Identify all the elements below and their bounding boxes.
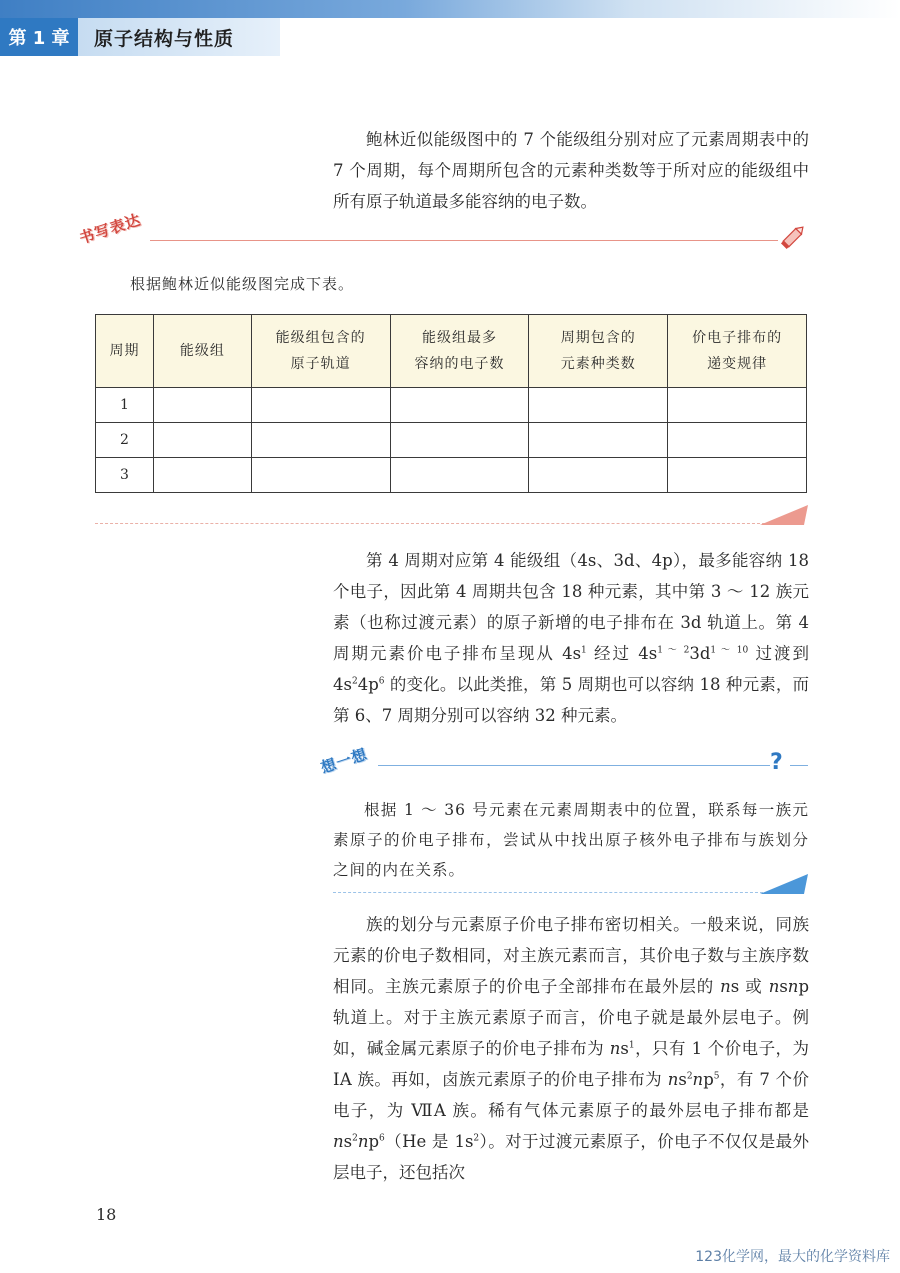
gp-sup-5: 6 [379,1133,385,1144]
gp-italic-2: n [768,977,780,996]
think-badge: 想一想 [318,744,370,777]
gp-italic-6: n [692,1070,704,1089]
p4-sup-2: 1 ～ 2 [657,645,690,656]
p4-text-5: 4p [357,675,379,694]
energy-group-cell[interactable] [153,388,251,423]
chapter-number: 第 1 章 [0,18,78,56]
period-table [95,314,807,493]
valence-trend-cell[interactable] [668,423,807,458]
writing-bottom-rule [95,523,765,524]
group-paragraph [333,909,809,1188]
header-gradient-strip [0,0,900,18]
valence-trend-cell[interactable] [668,388,807,423]
element-count-cell[interactable] [529,388,668,423]
gp-italic-8: n [357,1132,369,1151]
think-arrow-icon [760,870,808,896]
writing-arrow-icon [760,501,808,527]
gp-text-1: 族的划分与元素原子价电子排布密切相关。一般来说，同族元素的价电子数相同，对主族元素而言，其价电子数与主族序数相同。主族元素原子的价电子全部排布在最外层的 [333,915,809,996]
header-period [96,315,154,388]
header-element-count-line2: 元素种类数 [560,356,636,372]
chapter-title: 原子结构与性质 [78,18,280,56]
orbitals-cell[interactable] [251,388,390,423]
table-row [96,388,807,423]
header-max-electrons [390,315,529,388]
element-count-cell[interactable] [529,423,668,458]
think-top-rule [378,765,770,766]
header-max-electrons-line1: 能级组最多 [421,330,497,346]
chapter-header [0,18,280,56]
period-cell: 1 [96,388,154,423]
watermark-text: 123化学网，最大的化学资料库 [695,1249,890,1265]
p4-sup-5: 6 [378,676,385,687]
element-count-cell[interactable] [529,458,668,493]
gp-text-3: s [779,977,788,996]
p4-text-4: 过渡到 4s [333,644,809,694]
max-electrons-cell[interactable] [390,458,529,493]
gp-italic-4: n [609,1039,621,1058]
p4-text-2: 经过 4s [586,644,658,663]
table-row [96,458,807,493]
gp-text-8: p [703,1070,714,1089]
table-row [96,423,807,458]
gp-text-4: p 轨道上。对于主族元素原子而言，价电子就是最外层电子。例如，碱金属元素原子的价电子排布为 [333,977,809,1058]
think-bottom-rule [333,892,763,893]
period-cell: 3 [96,458,154,493]
gp-sup-4: 2 [352,1133,358,1144]
header-energy-group-text: 能级组 [179,343,225,359]
header-orbitals-line1: 能级组包含的 [275,330,366,346]
gp-text-9: ，有 7 个价电子，为 ⅦA 族。稀有气体元素原子的最外层电子排布都是 [333,1070,809,1120]
header-element-count [529,315,668,388]
max-electrons-cell[interactable] [390,423,529,458]
intro-paragraph: 鲍林近似能级图中的 7 个能级组分别对应了元素周期表中的 7 个周期，每个周期所包含的元素种类数等于所对应的能级组中所有原子轨道最多能容纳的电子数。 [333,130,809,211]
max-electrons-cell[interactable] [390,388,529,423]
valence-trend-cell[interactable] [668,458,807,493]
gp-sup-6: 2 [473,1133,480,1144]
gp-italic-3: n [787,977,799,996]
p4-text-6: 的变化。以此类推，第 5 周期也可以容纳 18 种元素，而第 6、7 周期分别可以容纳 32 种元素。 [333,675,809,725]
header-element-count-line1: 周期包含的 [560,330,636,346]
gp-sup-1: 1 [628,1040,635,1051]
header-energy-group [153,315,251,388]
gp-text-6: ，只有 1 个价电子，为 ⅠA 族。再如，卤族元素原子的价电子排布为 [333,1039,809,1089]
energy-group-cell[interactable] [153,423,251,458]
think-top-rule-end [790,765,808,766]
orbitals-cell[interactable] [251,458,390,493]
p4-sup-1: 1 [581,645,587,656]
header-period-text: 周期 [109,343,140,359]
header-max-electrons-line2: 容纳的电子数 [414,356,505,372]
think-text: 根据 1 ～ 36 号元素在元素周期表中的位置，联系每一族元素原子的价电子排布，尝试从中找出原子核外电子排布与族划分之间的内在关系。 [333,801,809,879]
period4-paragraph [333,545,809,731]
energy-group-cell[interactable] [153,458,251,493]
orbitals-cell[interactable] [251,423,390,458]
gp-text-7: s [678,1070,687,1089]
writing-badge: 书写表达 [76,210,144,248]
header-orbitals-line2: 原子轨道 [290,356,351,372]
p4-text-3: 3d [689,644,711,663]
gp-text-11: p [368,1132,380,1151]
gp-sup-3: 5 [713,1071,720,1082]
gp-italic-7: n [333,1132,344,1151]
header-orbitals [251,315,390,388]
p4-sup-4: 2 [351,676,358,687]
p4-text-1: 第 4 周期对应第 4 能级组（4s、3d、4p），最多能容纳 18 个电子，因此第 4 周期共包含 18 种元素，其中第 3 ～ 12 族元素（也称过渡元素）的原子新增的电子排布在 3d 轨道上。第 4 周期元素价电子排布呈现从 4s [333,551,809,663]
gp-sup-2: 2 [686,1071,693,1082]
header-valence-trend-line2: 递变规律 [707,356,768,372]
gp-text-13: ）。对于过渡元素原子，价电子不仅仅是最外层电子，还包括次 [333,1132,810,1182]
writing-instruction: 根据鲍林近似能级图完成下表。 [130,275,355,293]
p4-sup-3: 1 ～ 10 [710,645,749,656]
gp-italic-5: n [667,1070,679,1089]
period-cell: 2 [96,423,154,458]
page-number: 18 [96,1205,117,1224]
table-header-row [96,315,807,388]
gp-text-2: s 或 [730,977,769,996]
header-valence-trend [668,315,807,388]
question-icon: ? [770,750,783,775]
writing-top-rule [150,240,778,241]
gp-text-10: s [343,1132,353,1151]
gp-italic-1: n [720,977,731,996]
gp-text-12: （He 是 1s [384,1132,474,1151]
header-valence-trend-line1: 价电子排布的 [692,330,783,346]
pencil-icon [778,222,808,252]
gp-text-5: s [620,1039,629,1058]
